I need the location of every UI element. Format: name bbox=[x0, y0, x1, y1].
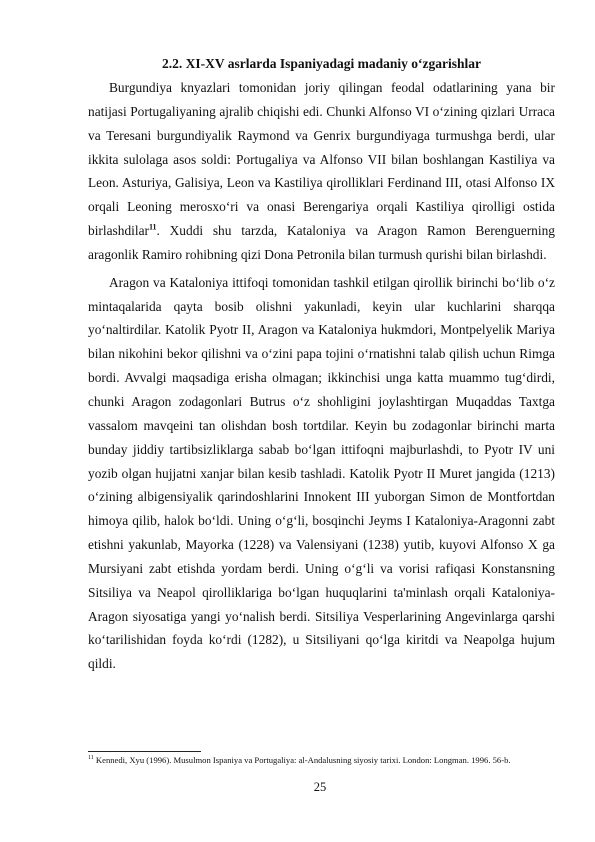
footnote bbox=[88, 754, 555, 767]
page-body bbox=[88, 54, 555, 676]
paragraph-2: Aragon va Kataloniya ittifoqi tomonidan tashkil etilgan qirollik birinchi bo‘lib o‘z mintaqalarida qayta bosib olishni yakunladi, keyin ular kuchlarini sharqqa yo‘naltirdilar. Katolik Pyotr II, Aragon va Kataloniya hukmdori, Montpelyelik Mariya bilan nikohini bekor qilishni va o‘zini papa tojini o‘rnatishni talab qilish uchun Rimga bordi. Avvalgi maqsadiga erisha olmagan; ikkinchisi unga katta muammo tug‘dirdi, chunki Aragon zodagonlari Butrus o‘z shohligini joylashtirgan Muqaddas Taxtga vassalom mavqeini tan olishdan bosh tortdilar. Keyin bu zodagonlar birinchi marta bunday jiddiy tartibsizliklarga sabab bo‘lgan ittifoqni majburlashdi, to Pyotr IV uni yozib olgan hujjatni xanjar bilan kesib tashladi. Katolik Pyotr II Muret jangida (1213) o‘zining albigensiyalik qarindoshlarini Innokent III yuborgan Simon de Montfortdan himoya qilib, halok bo‘ldi. Uning o‘g‘li, bosqinchi Jeyms I Kataloniya-Aragonni zabt etishni yakunlab, Mayorka (1228) va Valensiyani (1238) yutib, kuyovi Alfonso X ga Mursiyani zabt etishda yordam berdi. Uning o‘g‘li va vorisi rafiqasi Konstansning Sitsiliya va Neapol qirolliklariga bo‘lgan huquqlarini ta'minlash orqali Kataloniya-Aragon siyosatiga yangi yo‘nalish berdi. Sitsiliya Vesperlarining Angevinlarga qarshi ko‘tarilishidan foyda ko‘rdi (1282), u Sitsiliyani qo‘lga kiritdi va Neapolga hujum qildi. bbox=[88, 274, 555, 672]
footnote-reference[interactable]: 11 bbox=[148, 222, 157, 232]
footnote-text: Kennedi, Xyu (1996). Musulmon Ispaniya va Portugaliya: al-Andalusning siyosiy tarixi. London: Longman. 1996. 56-b. bbox=[93, 755, 511, 765]
footnote-divider bbox=[88, 751, 201, 752]
page-number: 25 bbox=[313, 780, 327, 794]
paragraph-1-text: Burgundiya knyazlari tomonidan joriy qilingan feodal odatlarining yana bir natijasi Portugaliyaning ajralib chiqishi edi. Chunki Alfonso VI o‘zining qizlari Urraca va Teresani burgundiyalik Raymond va Genrix burgundiyaga turmushga berdi, ular ikkita sulolaga asos soldi: Portugaliya va Alfonso VII bilan boshlangan Kastiliya va Leon. Asturiya, Galisiya, Leon va Kastiliya qirolliklari Ferdinand III, otasi Alfonso IX orqali Leoning merosxo‘ri va onasi Berengariya orqali Kastiliya qirolligi ostida birlashdilar bbox=[88, 80, 555, 239]
paragraph-1 bbox=[88, 76, 555, 267]
paragraph-1-text-continued: . Xuddi shu tarzda, Kataloniya va Aragon Ramon Berenguerning aragonlik Ramiro rohibning qizi Dona Petronila bilan turmush qurishi bilan birlashdi. bbox=[88, 223, 555, 262]
section-heading: 2.2. XI-XV asrlarda Ispaniyadagi madaniy o‘zgarishlar bbox=[162, 56, 481, 71]
footnote-number: 11 bbox=[88, 755, 94, 762]
